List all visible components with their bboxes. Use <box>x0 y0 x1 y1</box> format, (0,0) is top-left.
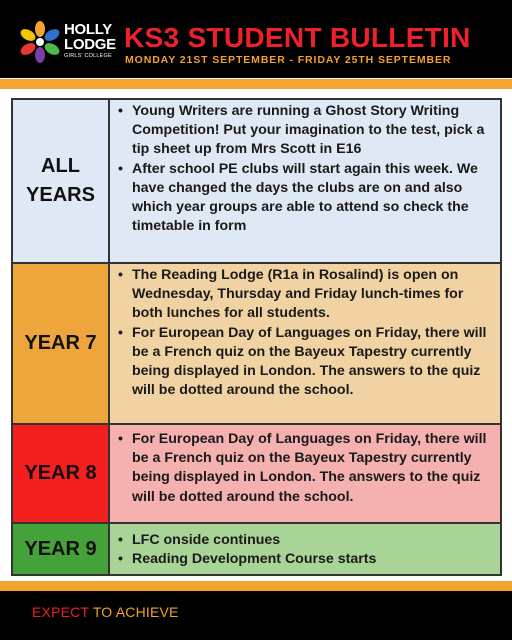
list-item: • LFC onside continues <box>116 531 496 550</box>
slogan-expect: EXPECT <box>32 604 93 620</box>
row-year-8 <box>13 423 500 522</box>
row-label-all-years <box>13 100 110 262</box>
list-item: • For European Day of Languages on Friday, there will be a French quiz on the Bayeux Tapestry currently being displayed in London. The answers to the quiz will be dotted around the school. <box>116 430 496 507</box>
list-item: • For European Day of Languages on Friday, there will be a French quiz on the Bayeux Tapestry currently being displayed in London. The answers to the quiz will be dotted around the school. <box>116 324 496 401</box>
list-item: • After school PE clubs will start again this week. We have changed the days the clubs are on and also which year groups are able to attend so check the timetable in form <box>116 160 496 237</box>
row-content-year-7 <box>110 264 500 423</box>
row-content-all-years <box>110 100 500 262</box>
bulletin-header <box>0 0 512 78</box>
label-line-years: YEARS <box>26 184 95 206</box>
top-accent-band <box>0 79 512 89</box>
school-name-line3: GIRLS' COLLEGE <box>64 53 112 59</box>
holly-lodge-logo-icon <box>16 20 64 64</box>
row-label-year-9: YEAR 9 <box>13 524 110 574</box>
row-content-year-8 <box>110 425 500 522</box>
row-label-year-7: YEAR 7 <box>13 264 110 423</box>
row-year-9 <box>13 522 500 574</box>
list-item: • Reading Development Course starts <box>116 550 496 569</box>
school-name-line1: HOLLY <box>64 21 112 38</box>
label-line-all: ALL <box>41 155 80 177</box>
list-item: • Young Writers are running a Ghost Story Writing Competition! Put your imagination to the test, pick a tip sheet up from Mrs Scott in E16 <box>116 102 496 160</box>
bottom-accent-band <box>0 581 512 591</box>
list-item: • The Reading Lodge (R1a in Rosalind) is open on Wednesday, Thursday and Friday lunch-times for both lunches for all students. <box>116 266 496 324</box>
school-name <box>64 22 116 60</box>
row-content-year-9 <box>110 524 500 574</box>
bulletin-dates: MONDAY 21ST SEPTEMBER - FRIDAY 25TH SEPTEMBER <box>125 54 452 66</box>
row-all-years <box>13 100 500 262</box>
bulletin-table <box>11 98 502 576</box>
school-name-line2: LODGE <box>64 36 116 53</box>
row-label-year-8: YEAR 8 <box>13 425 110 522</box>
bulletin-title: KS3 STUDENT BULLETIN <box>124 22 471 53</box>
footer-slogan <box>32 604 179 620</box>
row-year-7 <box>13 262 500 423</box>
slogan-to-achieve: TO ACHIEVE <box>92 604 179 620</box>
